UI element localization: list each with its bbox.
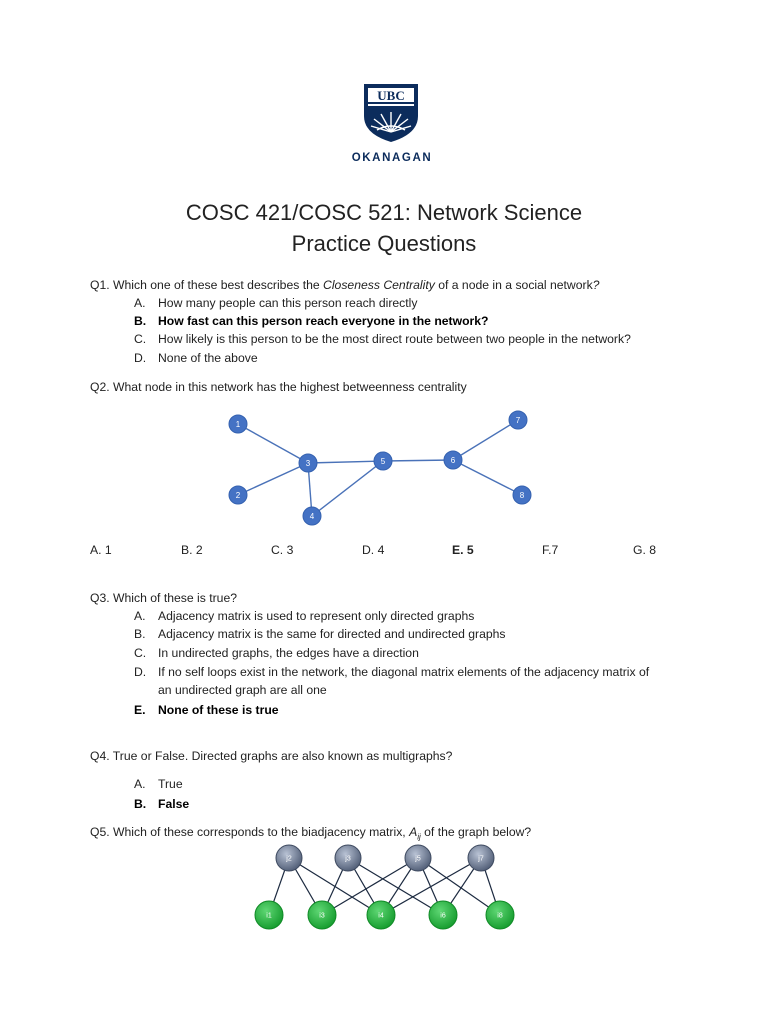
network-node-label: 4 <box>309 512 315 521</box>
network-node-8 <box>513 486 531 504</box>
question-1 <box>90 278 599 292</box>
network-edge-2-3 <box>238 463 308 495</box>
q1-option-c <box>134 332 631 346</box>
network-edge-5-6 <box>383 460 453 461</box>
bipartite-node-i4 <box>367 901 395 929</box>
option-letter: E. <box>134 703 146 717</box>
network-node-7 <box>509 411 527 429</box>
network-edge-1-3 <box>238 424 308 463</box>
option-letter: B. <box>134 314 147 328</box>
q2-answer-f: F.7 <box>542 543 559 557</box>
bipartite-node-j5 <box>405 845 431 871</box>
option-text: False <box>158 797 190 811</box>
bipartite-node-label: j3 <box>345 855 351 863</box>
bipartite-node-label: i4 <box>378 912 384 920</box>
network-node-label: 5 <box>380 457 386 466</box>
option-letter: B. <box>134 627 146 641</box>
question-4: Q4. True or False. Directed graphs are also known as multigraphs? <box>90 749 453 763</box>
network-node-label: 6 <box>450 456 456 465</box>
network-node-label: 7 <box>515 416 521 425</box>
network-edge-6-8 <box>453 460 522 495</box>
bipartite-nodes <box>255 845 514 929</box>
q4-option-a <box>134 777 183 791</box>
q4-option-b <box>134 797 189 811</box>
bipartite-node-j7 <box>468 845 494 871</box>
network-node-label: 1 <box>235 420 241 429</box>
question-1-prefix: Q1. Which one of these best describes the <box>90 278 324 292</box>
bipartite-graph <box>0 840 768 940</box>
option-text: an undirected graph are all one <box>158 683 327 697</box>
q3-option-b <box>134 627 506 641</box>
option-text: Adjacency matrix is used to represent only directed graphs <box>158 609 475 623</box>
q2-answer-c: C. 3 <box>271 543 294 557</box>
bipartite-node-i3 <box>308 901 336 929</box>
network-node-4 <box>303 507 321 525</box>
option-letter: A. <box>134 777 146 791</box>
bipartite-node-label: i1 <box>266 912 272 920</box>
option-text: None of the above <box>158 351 258 365</box>
q3-option-e <box>134 703 279 717</box>
network-edge-6-7 <box>453 420 518 460</box>
q2-answer-d: D. 4 <box>362 543 385 557</box>
network-nodes <box>229 411 531 525</box>
question-5 <box>90 825 531 841</box>
campus-name: OKANAGAN <box>351 152 433 164</box>
question-1-emphasis: Closeness Centrality <box>323 278 435 292</box>
q2-answer-g: G. 8 <box>633 543 657 557</box>
question-3: Q3. Which of these is true? <box>90 591 237 605</box>
question-1-end: ? <box>592 278 600 292</box>
page-title: COSC 421/COSC 521: Network Science <box>185 200 583 225</box>
question-5-suffix: of the graph below? <box>420 825 532 839</box>
option-text: How many people can this person reach directly <box>158 296 418 310</box>
network-node-1 <box>229 415 247 433</box>
q2-answer-b: B. 2 <box>181 543 203 557</box>
option-text: None of these is true <box>158 703 279 717</box>
option-letter: B. <box>134 797 147 811</box>
network-node-3 <box>299 454 317 472</box>
q3-option-d-continued <box>134 683 327 697</box>
option-text: If no self loops exist in the network, the diagonal matrix elements of the adjacency matrix of <box>158 665 650 679</box>
bipartite-node-i8 <box>486 901 514 929</box>
network-edge-3-5 <box>308 461 383 463</box>
q2-answer-e: E. 5 <box>452 543 474 557</box>
q1-option-b <box>134 314 489 328</box>
q1-option-a <box>134 296 417 310</box>
bipartite-node-label: i3 <box>319 912 325 920</box>
bipartite-node-label: i6 <box>440 912 446 920</box>
network-edge-4-5 <box>312 461 383 516</box>
q3-option-d <box>134 665 649 679</box>
network-node-label: 2 <box>235 491 241 500</box>
option-letter: C. <box>134 332 147 346</box>
option-letter: D. <box>134 351 147 365</box>
bipartite-node-label: j5 <box>415 855 421 863</box>
option-letter: D. <box>134 665 147 679</box>
network-node-label: 8 <box>519 491 525 500</box>
option-text: Adjacency matrix is the same for directed and undirected graphs <box>158 627 506 641</box>
bipartite-node-i1 <box>255 901 283 929</box>
question-1-suffix: of a node in a social network <box>434 278 593 292</box>
bipartite-node-j2 <box>276 845 302 871</box>
q3-option-c <box>134 646 419 660</box>
question-2: Q2. What node in this network has the highest betweenness centrality <box>90 380 467 394</box>
option-letter: A. <box>134 296 146 310</box>
crest-text: UBC <box>377 88 405 103</box>
network-node-2 <box>229 486 247 504</box>
bipartite-node-j3 <box>335 845 361 871</box>
option-text: How fast can this person reach everyone in the network? <box>158 314 489 328</box>
option-text: True <box>158 777 183 791</box>
bipartite-node-label: j2 <box>286 855 292 863</box>
bipartite-node-i6 <box>429 901 457 929</box>
page-subtitle: Practice Questions <box>291 231 477 256</box>
matrix-subscript: ij <box>417 832 421 842</box>
network-graph <box>0 400 768 530</box>
matrix-symbol: A <box>409 825 418 839</box>
option-text: In undirected graphs, the edges have a direction <box>158 646 419 660</box>
option-text: How likely is this person to be the most direct route between two people in the network? <box>158 332 631 346</box>
option-letter: A. <box>134 609 146 623</box>
network-node-6 <box>444 451 462 469</box>
ubc-crest-icon <box>360 82 422 144</box>
network-node-5 <box>374 452 392 470</box>
network-node-label: 3 <box>305 459 311 468</box>
q3-option-a <box>134 609 474 623</box>
option-letter: C. <box>134 646 147 660</box>
q1-option-d <box>134 351 258 365</box>
q2-answer-a: A. 1 <box>90 543 112 557</box>
bipartite-node-label: j7 <box>478 855 484 863</box>
ubc-logo <box>351 82 433 164</box>
question-5-prefix: Q5. Which of these corresponds to the biadjacency matrix, <box>90 825 410 839</box>
bipartite-node-label: i8 <box>497 912 503 920</box>
